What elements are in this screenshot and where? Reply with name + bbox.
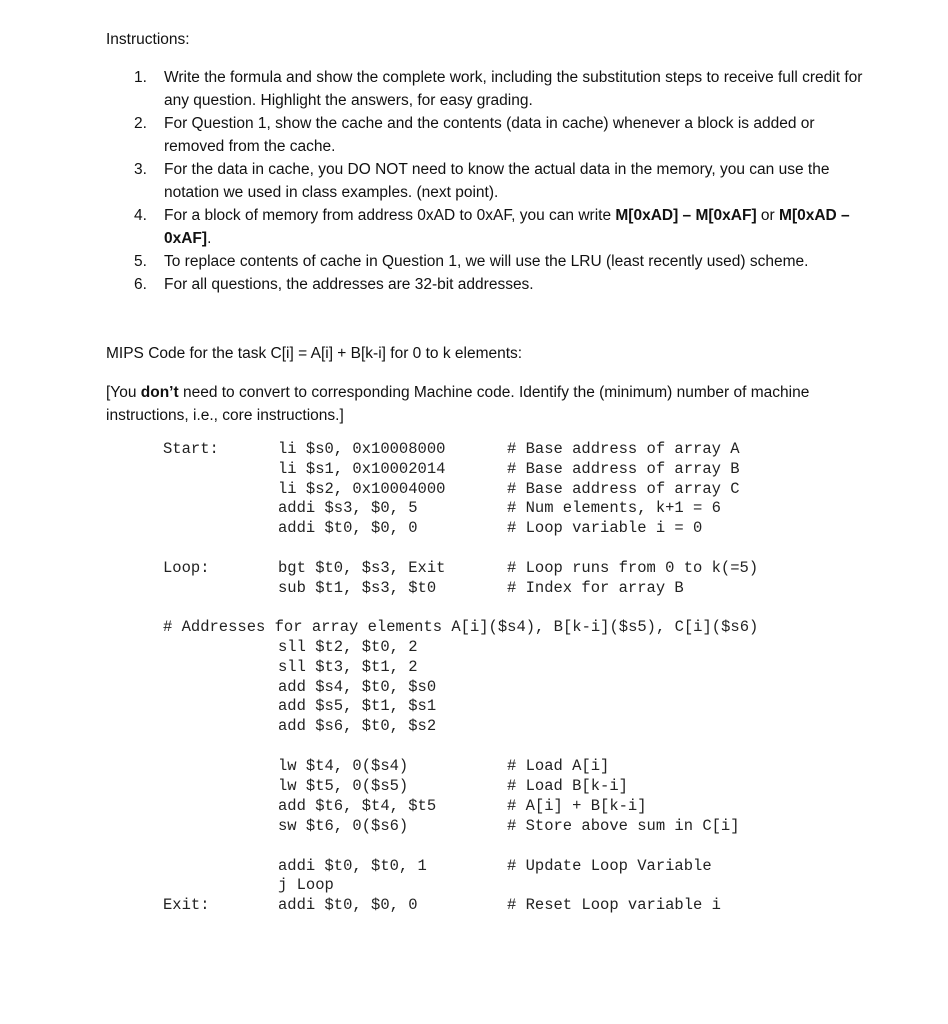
code-instruction: sw $t6, 0($s6) [278,817,409,835]
code-comment: # Base address of array B [507,460,740,478]
code-comment: # Reset Loop variable i [507,896,721,914]
instruction-text-part: For all questions, the addresses are 32-bit addresses. [164,276,534,293]
code-instruction: add $s4, $t0, $s0 [278,678,437,696]
instruction-item [134,250,864,273]
code-instruction: add $t6, $t4, $t5 [278,797,437,815]
section-comment: # Addresses for array elements A[i]($s4), B[k-i]($s5), C[i]($s6) [163,618,759,636]
code-comment: # A[i] + B[k-i] [507,797,647,815]
code-instruction: lw $t5, 0($s5) [278,777,409,795]
code-label: Exit: [163,896,210,914]
code-instruction: j Loop [278,876,334,894]
instruction-text-part: or [756,207,780,224]
instruction-bold-text: M[0xAD – 0xAF] [164,207,850,247]
note-post: need to convert to corresponding Machine code. Identify the (minimum) number of machine instructions, i.e., core instructions.] [106,384,810,424]
instruction-text-part: . [207,230,212,247]
code-comment: # Num elements, k+1 = 6 [507,499,721,517]
code-comment: # Index for array B [507,579,684,597]
instruction-text-part: Write the formula and show the complete work, including the substitution steps to receive full credit for any question. Highlight the answers, for easy grading. [164,69,863,109]
instruction-text-part: For the data in cache, you DO NOT need to know the actual data in the memory, you can use the notation we used in class examples. (next point). [164,161,830,201]
code-instruction: addi $t0, $t0, 1 [278,857,427,875]
code-label: Start: [163,440,219,458]
instruction-number: 3. [134,161,147,178]
instruction-text-part: For Question 1, show the cache and the contents (data in cache) whenever a block is added or removed from the cache. [164,115,815,155]
code-instruction: sll $t2, $t0, 2 [278,638,418,656]
code-label: Loop: [163,559,210,577]
code-instruction: bgt $t0, $s3, Exit [278,559,446,577]
code-comment: # Load A[i] [507,757,610,775]
instruction-text [164,204,864,250]
instruction-text-part: To replace contents of cache in Question 1, we will use the LRU (least recently used) scheme. [164,253,809,270]
code-comment: # Store above sum in C[i] [507,817,740,835]
mips-note [106,381,866,427]
code-instruction: addi $t0, $0, 0 [278,519,418,537]
instruction-text [164,66,864,112]
code-comment: # Loop runs from 0 to k(=5) [507,559,759,577]
code-comment: # Base address of array C [507,480,740,498]
code-comment: # Loop variable i = 0 [507,519,703,537]
code-instruction: sll $t3, $t1, 2 [278,658,418,676]
instruction-text [164,273,864,296]
code-instruction: add $s5, $t1, $s1 [278,697,437,715]
code-instruction: sub $t1, $s3, $t0 [278,579,437,597]
instruction-text-part: For a block of memory from address 0xAD to 0xAF, you can write [164,207,616,224]
instruction-text [164,158,864,204]
instruction-number: 5. [134,253,147,270]
note-pre: [You [106,384,141,401]
instruction-text [164,112,864,158]
code-instruction: addi $s3, $0, 5 [278,499,418,517]
instruction-text [164,250,864,273]
code-instruction: lw $t4, 0($s4) [278,757,409,775]
mips-intro: MIPS Code for the task C[i] = A[i] + B[k-i] for 0 to k elements: [106,345,523,362]
code-instruction: li $s1, 0x10002014 [278,460,446,478]
code-instruction: li $s0, 0x10008000 [278,440,446,458]
instruction-item [134,204,864,250]
instruction-number: 6. [134,276,147,293]
code-instruction: add $s6, $t0, $s2 [278,717,437,735]
instruction-item [134,158,864,204]
instructions-list [134,66,864,296]
instruction-item [134,112,864,158]
instruction-bold-text: M[0xAD] – M[0xAF] [615,207,757,224]
code-comment: # Update Loop Variable [507,857,712,875]
code-comment: # Base address of array A [507,440,740,458]
instructions-heading: Instructions: [106,31,190,48]
instruction-number: 4. [134,207,147,224]
note-bold: don’t [140,384,179,401]
instruction-number: 1. [134,69,147,86]
code-instruction: li $s2, 0x10004000 [278,480,446,498]
instruction-number: 2. [134,115,147,132]
instruction-item [134,273,864,296]
instruction-item [134,66,864,112]
code-comment: # Load B[k-i] [507,777,628,795]
code-instruction: addi $t0, $0, 0 [278,896,418,914]
